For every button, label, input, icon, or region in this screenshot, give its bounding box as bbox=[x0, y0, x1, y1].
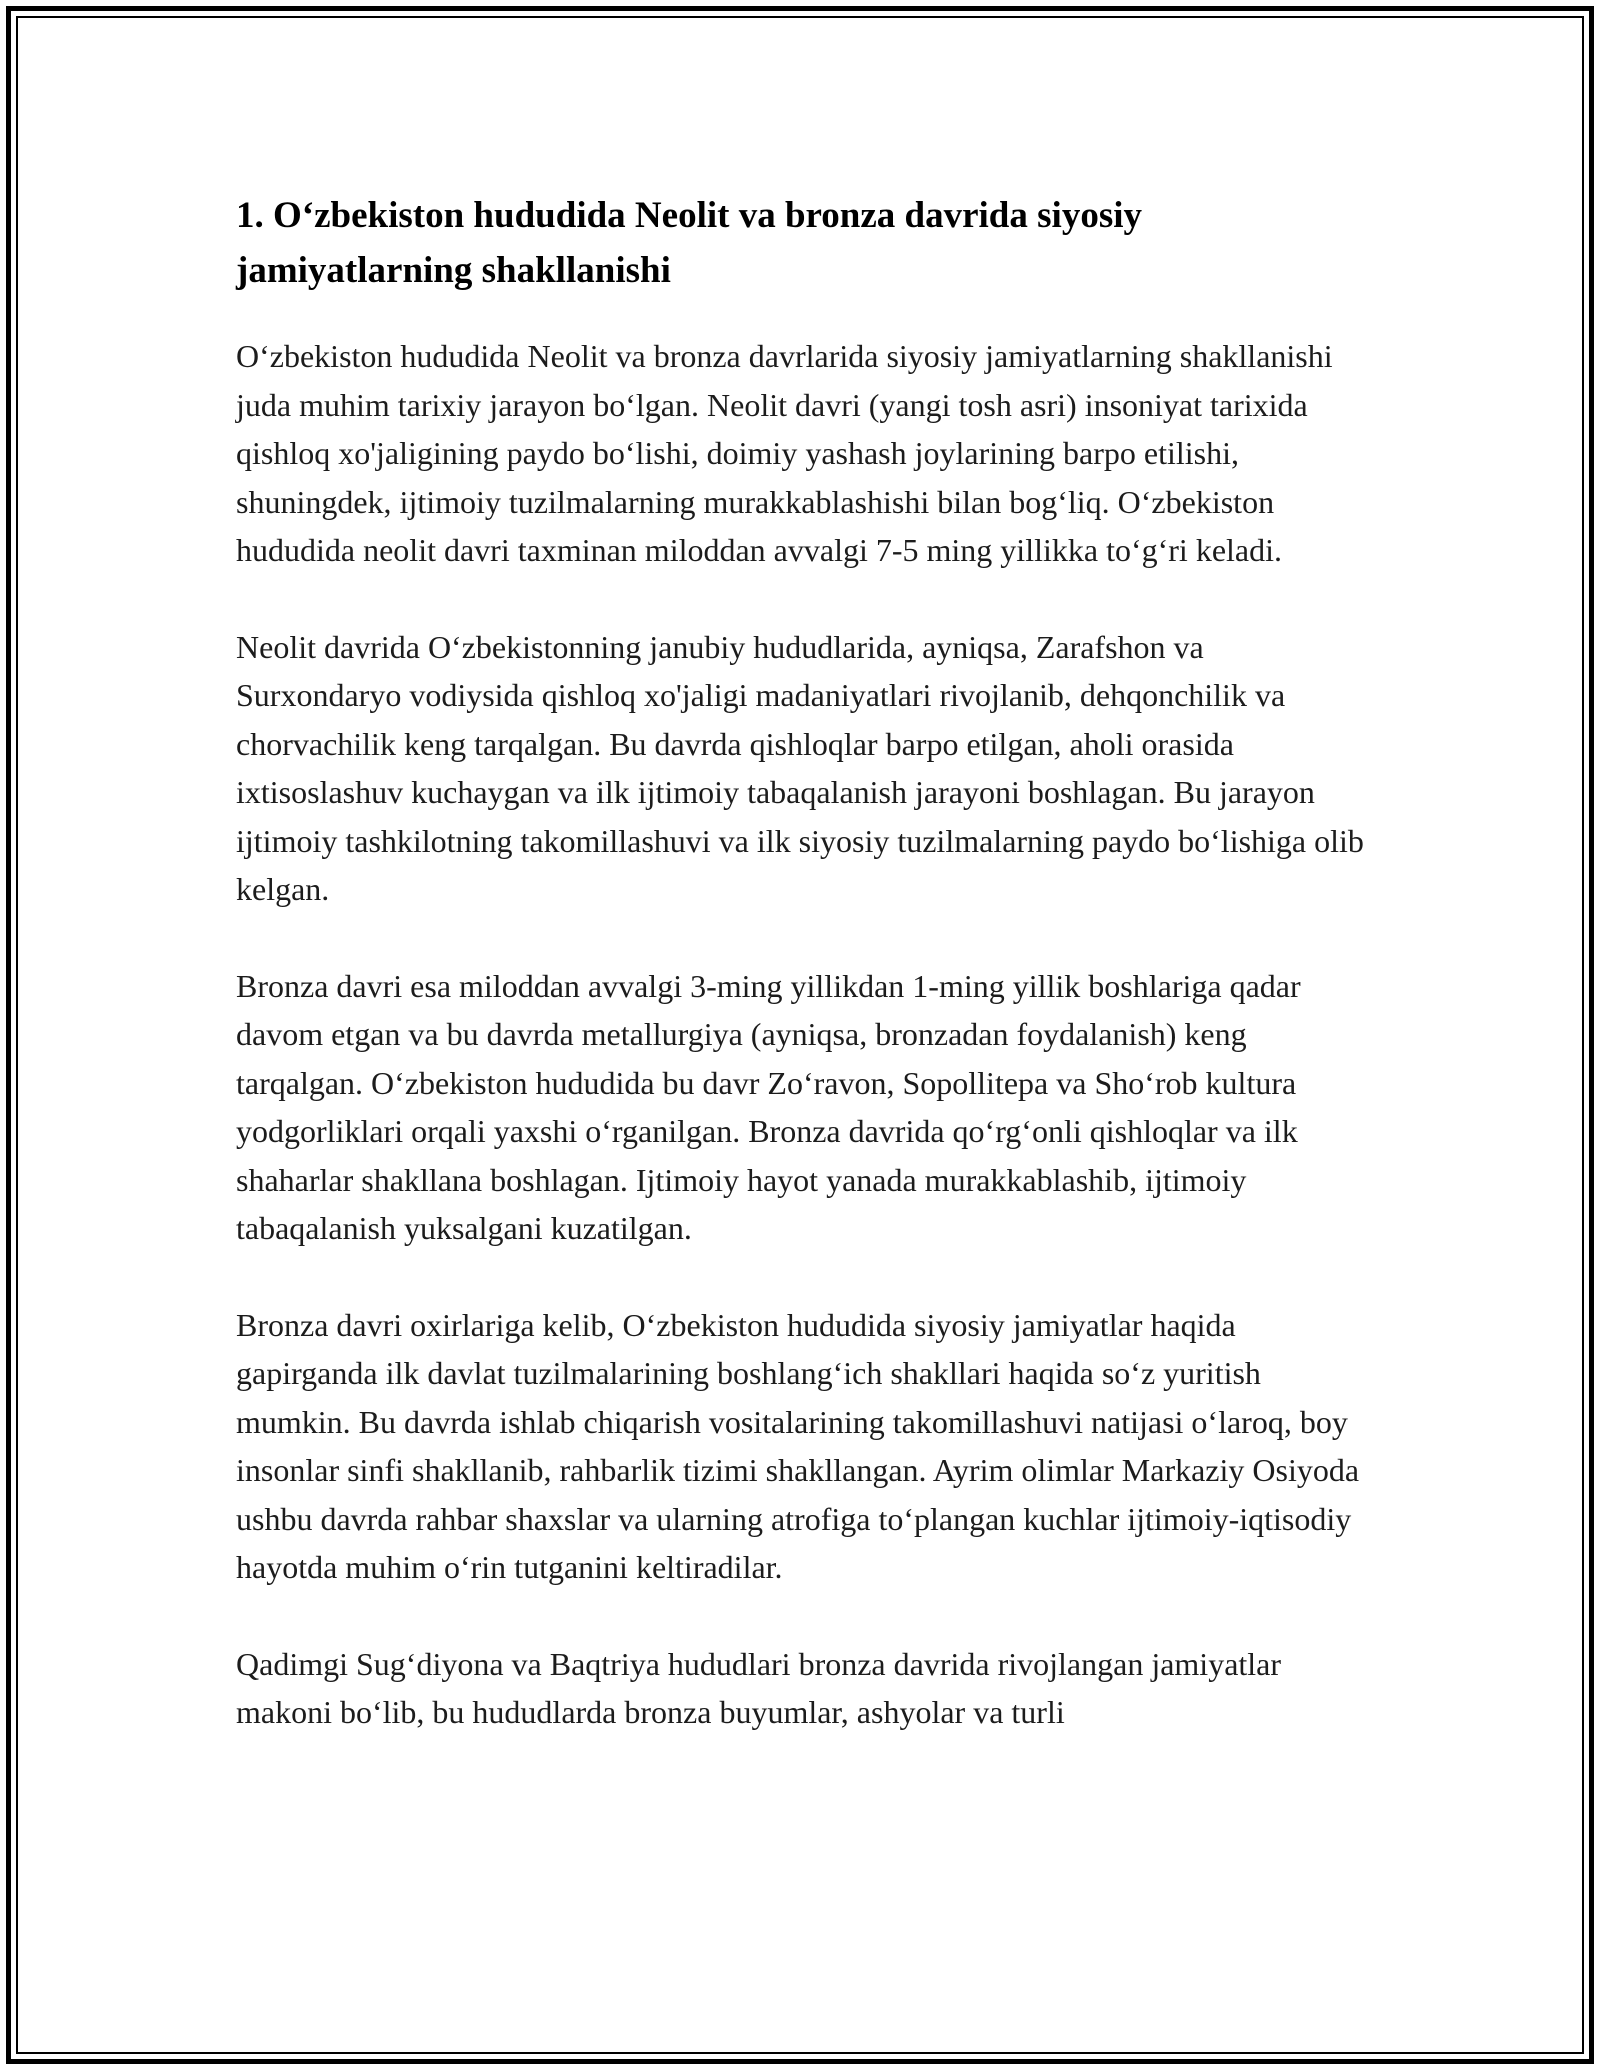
paragraph-2: Neolit davrida O‘zbekistonning janubiy hududlarida, ayniqsa, Zarafshon va Surxondaryo vodiysida qishloq xo'jaligi madaniyatlari rivojlanib, dehqonchilik va chorvachilik keng tarqalgan. Bu davrda qishloqlar barpo etilgan, aholi orasida ixtisoslashuv kuchaygan va ilk ijtimoiy tabaqalanish jarayoni boshlagan. Bu jarayon ijtimoiy tashkilotning takomillashuvi va ilk siyosiy tuzilmalarning paydo bo‘lishiga olib kelgan. bbox=[236, 628, 1364, 907]
document-body bbox=[236, 188, 1376, 1785]
paragraph-5: Qadimgi Sug‘diyona va Baqtriya hududlari bronza davrida rivojlangan jamiyatlar makoni bo‘lib, bu hududlarda bronza buyumlar, ashyolar va turli bbox=[236, 1645, 1282, 1730]
paragraph-1: O‘zbekiston hududida Neolit va bronza davrlarida siyosiy jamiyatlarning shakllanishi juda muhim tarixiy jarayon bo‘lgan. Neolit davri (yangi tosh asri) insoniyat tarixida qishloq xo'jaligining paydo bo‘lishi, doimiy yashash joylarining barpo etilishi, shuningdek, ijtimoiy tuzilmalarning murakkablashishi bilan bog‘liq. O‘zbekiston hududida neolit davri taxminan miloddan avvalgi 7-5 ming yillikka to‘g‘ri keladi. bbox=[236, 338, 1333, 568]
paragraph-3: Bronza davri esa miloddan avvalgi 3-ming yillikdan 1-ming yillik boshlariga qadar davom etgan va bu davrda metallurgiya (ayniqsa, bronzadan foydalanish) keng tarqalgan. O‘zbekiston hududida bu davr Zo‘ravon, Sopollitepa va Sho‘rob kultura yodgorliklari orqali yaxshi o‘rganilgan. Bronza davrida qo‘rg‘onli qishloqlar va ilk shaharlar shakllana boshlagan. Ijtimoiy hayot yanada murakkablashib, ijtimoiy tabaqalanish yuksalgani kuzatilgan. bbox=[236, 967, 1301, 1246]
section-heading: 1. O‘zbekiston hududida Neolit va bronza davrida siyosiy jamiyatlarning shakllanishi bbox=[236, 195, 1142, 291]
paragraph-4: Bronza davri oxirlariga kelib, O‘zbekiston hududida siyosiy jamiyatlar haqida gapirganda ilk davlat tuzilmalarining boshlang‘ich shakllari haqida so‘z yuritish mumkin. Bu davrda ishlab chiqarish vositalarining takomillashuvi natijasi o‘laroq, boy insonlar sinfi shakllanib, rahbarlik tizimi shakllangan. Ayrim olimlar Markaziy Osiyoda ushbu davrda rahbar shaxslar va ularning atrofiga to‘plangan kuchlar ijtimoiy-iqtisodiy hayotda muhim o‘rin tutganini keltiradilar. bbox=[236, 1306, 1360, 1585]
